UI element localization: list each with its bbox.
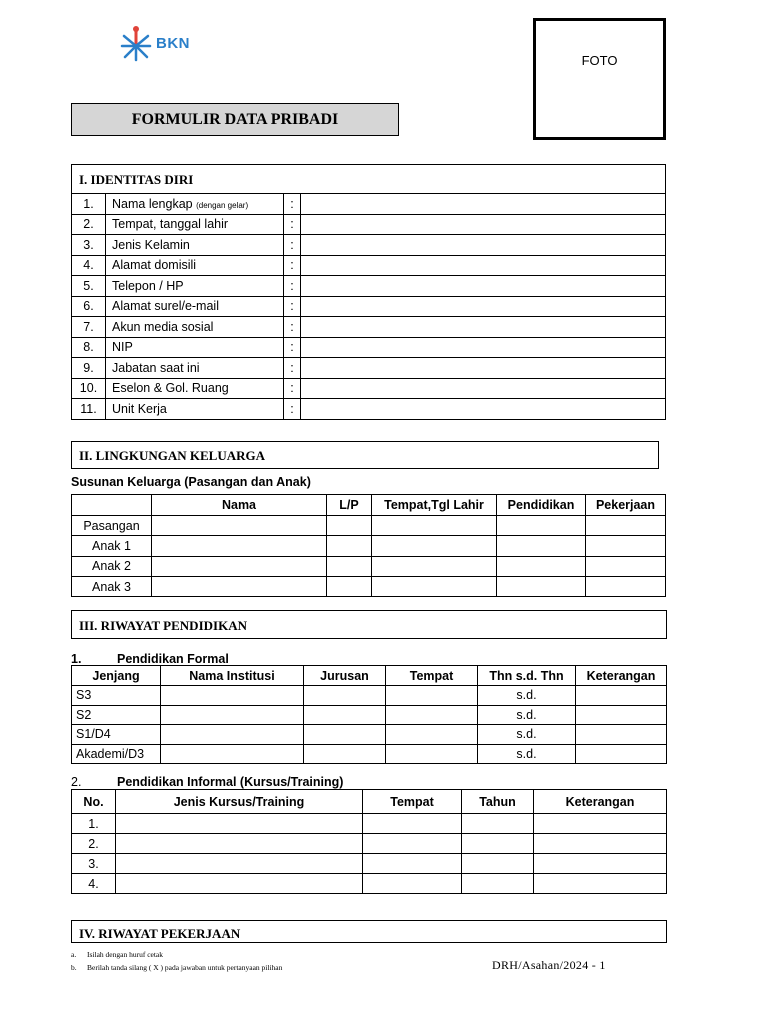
entry-cell[interactable]	[497, 576, 586, 596]
entry-cell[interactable]	[152, 576, 327, 596]
column-header: Thn s.d. Thn	[478, 666, 576, 686]
field-value-input[interactable]	[301, 296, 666, 317]
field-label	[106, 317, 284, 338]
entry-cell[interactable]	[497, 516, 586, 536]
year-range-cell[interactable]: s.d.	[478, 725, 576, 745]
field-label-text: NIP	[112, 340, 133, 355]
entry-cell[interactable]	[386, 686, 478, 706]
entry-cell[interactable]	[462, 814, 534, 834]
field-label	[106, 399, 284, 420]
identitas-row	[72, 399, 666, 420]
entry-cell[interactable]	[386, 705, 478, 725]
formal-title: Pendidikan Formal	[117, 652, 229, 666]
entry-cell[interactable]	[534, 854, 667, 874]
entry-cell[interactable]	[386, 744, 478, 764]
row-number: 2.	[72, 214, 106, 235]
row-label: Anak 2	[72, 556, 152, 576]
field-value-input[interactable]	[301, 255, 666, 276]
field-value-input[interactable]	[301, 235, 666, 256]
informal-row	[72, 874, 667, 894]
row-label: Anak 3	[72, 576, 152, 596]
entry-cell[interactable]	[116, 854, 363, 874]
section-pekerjaan-title: IV. RIWAYAT PEKERJAAN	[71, 920, 667, 943]
entry-cell[interactable]	[386, 725, 478, 745]
row-number: 7.	[72, 317, 106, 338]
identitas-row	[72, 317, 666, 338]
row-number: 3.	[72, 235, 106, 256]
entry-cell[interactable]	[372, 516, 497, 536]
row-number: 4.	[72, 874, 116, 894]
entry-cell[interactable]	[116, 874, 363, 894]
identitas-row	[72, 276, 666, 297]
field-value-input[interactable]	[301, 358, 666, 379]
colon: :	[284, 235, 301, 256]
bkn-logo	[118, 24, 218, 66]
entry-cell[interactable]	[327, 536, 372, 556]
entry-cell[interactable]	[534, 834, 667, 854]
field-label	[106, 214, 284, 235]
entry-cell[interactable]	[462, 834, 534, 854]
entry-cell[interactable]	[586, 576, 666, 596]
keluarga-row	[72, 576, 666, 596]
formal-row	[72, 705, 667, 725]
identitas-row	[72, 194, 666, 215]
informal-number: 2.	[71, 775, 82, 789]
column-header: Tempat	[363, 790, 462, 814]
entry-cell[interactable]	[116, 814, 363, 834]
column-header: Tahun	[462, 790, 534, 814]
entry-cell[interactable]	[152, 536, 327, 556]
entry-cell[interactable]	[304, 705, 386, 725]
column-header: Jenis Kursus/Training	[116, 790, 363, 814]
identitas-row	[72, 337, 666, 358]
field-label	[106, 378, 284, 399]
field-label-text: Unit Kerja	[112, 401, 167, 416]
entry-cell[interactable]	[586, 516, 666, 536]
entry-cell[interactable]	[576, 705, 667, 725]
field-note: (dengan gelar)	[196, 200, 249, 210]
column-header: Jenjang	[72, 666, 161, 686]
field-label	[106, 235, 284, 256]
bkn-emblem-icon	[118, 24, 154, 64]
entry-cell[interactable]	[576, 725, 667, 745]
section-keluarga-title: II. LINGKUNGAN KELUARGA	[71, 441, 659, 469]
formal-row	[72, 725, 667, 745]
informal-education-table	[71, 789, 667, 894]
formal-education-table	[71, 665, 667, 764]
entry-cell[interactable]	[116, 834, 363, 854]
field-value-input[interactable]	[301, 378, 666, 399]
entry-cell[interactable]	[372, 536, 497, 556]
field-label-text: Tempat, tanggal lahir	[112, 217, 229, 232]
identitas-row	[72, 214, 666, 235]
field-value-input[interactable]	[301, 337, 666, 358]
field-value-input[interactable]	[301, 194, 666, 215]
field-label	[106, 194, 284, 215]
keluarga-table	[71, 494, 666, 597]
entry-cell[interactable]	[586, 536, 666, 556]
field-label	[106, 296, 284, 317]
entry-cell[interactable]	[363, 834, 462, 854]
year-range-cell[interactable]: s.d.	[478, 705, 576, 725]
photo-label: FOTO	[581, 53, 618, 68]
colon: :	[284, 378, 301, 399]
field-label-text: Nama lengkap	[112, 196, 193, 211]
field-label	[106, 276, 284, 297]
document-code: DRH/Asahan/2024 - 1	[492, 958, 606, 972]
identitas-row	[72, 255, 666, 276]
field-value-input[interactable]	[301, 317, 666, 338]
formal-row	[72, 686, 667, 706]
form-title: FORMULIR DATA PRIBADI	[71, 103, 399, 136]
row-number: 5.	[72, 276, 106, 297]
entry-cell[interactable]	[462, 874, 534, 894]
column-header: Pendidikan	[497, 495, 586, 516]
logo-text: BKN	[156, 35, 190, 52]
field-value-input[interactable]	[301, 276, 666, 297]
field-value-input[interactable]	[301, 214, 666, 235]
entry-cell[interactable]	[363, 854, 462, 874]
column-header: L/P	[327, 495, 372, 516]
entry-cell[interactable]	[462, 854, 534, 874]
field-label-text: Telepon / HP	[112, 278, 184, 293]
entry-cell[interactable]	[327, 576, 372, 596]
year-range-cell[interactable]: s.d.	[478, 744, 576, 764]
entry-cell[interactable]	[497, 556, 586, 576]
identitas-row	[72, 378, 666, 399]
row-number: 1.	[72, 194, 106, 215]
column-header: No.	[72, 790, 116, 814]
identitas-table	[71, 193, 666, 420]
entry-cell[interactable]	[497, 536, 586, 556]
field-label	[106, 358, 284, 379]
column-header: Nama	[152, 495, 327, 516]
year-range-cell[interactable]: s.d.	[478, 686, 576, 706]
keluarga-row	[72, 556, 666, 576]
row-number: 3.	[72, 854, 116, 874]
entry-cell[interactable]	[161, 686, 304, 706]
informal-row	[72, 814, 667, 834]
entry-cell[interactable]	[161, 705, 304, 725]
formal-subtitle	[71, 652, 229, 666]
footer-notes	[71, 948, 282, 974]
entry-cell[interactable]	[576, 744, 667, 764]
colon: :	[284, 214, 301, 235]
entry-cell[interactable]	[586, 556, 666, 576]
field-label-text: Jabatan saat ini	[112, 360, 200, 375]
keluarga-subtitle: Susunan Keluarga (Pasangan dan Anak)	[71, 475, 311, 489]
row-label: S1/D4	[72, 725, 161, 745]
colon: :	[284, 399, 301, 420]
colon: :	[284, 337, 301, 358]
informal-row	[72, 854, 667, 874]
row-label: S2	[72, 705, 161, 725]
column-header: Keterangan	[534, 790, 667, 814]
row-number: 4.	[72, 255, 106, 276]
entry-cell[interactable]	[372, 556, 497, 576]
row-label: Anak 1	[72, 536, 152, 556]
field-label-text: Jenis Kelamin	[112, 237, 190, 252]
informal-row	[72, 834, 667, 854]
column-header	[72, 495, 152, 516]
field-label	[106, 255, 284, 276]
entry-cell[interactable]	[363, 874, 462, 894]
keluarga-row	[72, 516, 666, 536]
note-item: a. Isilah dengan huruf cetak	[71, 950, 164, 959]
field-label-text: Alamat surel/e-mail	[112, 299, 219, 314]
entry-cell[interactable]	[161, 744, 304, 764]
row-label: Pasangan	[72, 516, 152, 536]
section-identitas-title: I. IDENTITAS DIRI	[71, 164, 666, 193]
photo-box[interactable]	[533, 18, 666, 140]
colon: :	[284, 296, 301, 317]
field-label	[106, 337, 284, 358]
colon: :	[284, 255, 301, 276]
entry-cell[interactable]	[304, 725, 386, 745]
row-number: 9.	[72, 358, 106, 379]
entry-cell[interactable]	[534, 814, 667, 834]
entry-cell[interactable]	[152, 516, 327, 536]
row-label: Akademi/D3	[72, 744, 161, 764]
entry-cell[interactable]	[304, 744, 386, 764]
row-number: 2.	[72, 834, 116, 854]
field-value-input[interactable]	[301, 399, 666, 420]
entry-cell[interactable]	[152, 556, 327, 576]
entry-cell[interactable]	[576, 686, 667, 706]
identitas-row	[72, 235, 666, 256]
column-header: Tempat	[386, 666, 478, 686]
colon: :	[284, 194, 301, 215]
colon: :	[284, 317, 301, 338]
formal-row	[72, 744, 667, 764]
column-header: Keterangan	[576, 666, 667, 686]
row-number: 10.	[72, 378, 106, 399]
field-label-text: Eselon & Gol. Ruang	[112, 381, 229, 396]
entry-cell[interactable]	[372, 576, 497, 596]
entry-cell[interactable]	[304, 686, 386, 706]
colon: :	[284, 358, 301, 379]
column-header: Nama Institusi	[161, 666, 304, 686]
entry-cell[interactable]	[327, 556, 372, 576]
row-number: 8.	[72, 337, 106, 358]
entry-cell[interactable]	[161, 725, 304, 745]
identitas-row	[72, 296, 666, 317]
identitas-row	[72, 358, 666, 379]
entry-cell[interactable]	[363, 814, 462, 834]
section-pendidikan-title: III. RIWAYAT PENDIDIKAN	[71, 610, 667, 639]
row-label: S3	[72, 686, 161, 706]
row-number: 6.	[72, 296, 106, 317]
colon: :	[284, 276, 301, 297]
column-header: Tempat,Tgl Lahir	[372, 495, 497, 516]
keluarga-row	[72, 536, 666, 556]
entry-cell[interactable]	[327, 516, 372, 536]
informal-title: Pendidikan Informal (Kursus/Training)	[117, 775, 344, 789]
row-number: 11.	[72, 399, 106, 420]
column-header: Jurusan	[304, 666, 386, 686]
note-item: b. Berilah tanda silang ( X ) pada jawaban untuk pertanyaan pilihan	[71, 963, 283, 972]
field-label-text: Alamat domisili	[112, 258, 197, 273]
column-header: Pekerjaan	[586, 495, 666, 516]
formal-number: 1.	[71, 652, 82, 666]
field-label-text: Akun media sosial	[112, 319, 214, 334]
row-number: 1.	[72, 814, 116, 834]
informal-subtitle	[71, 775, 343, 789]
entry-cell[interactable]	[534, 874, 667, 894]
